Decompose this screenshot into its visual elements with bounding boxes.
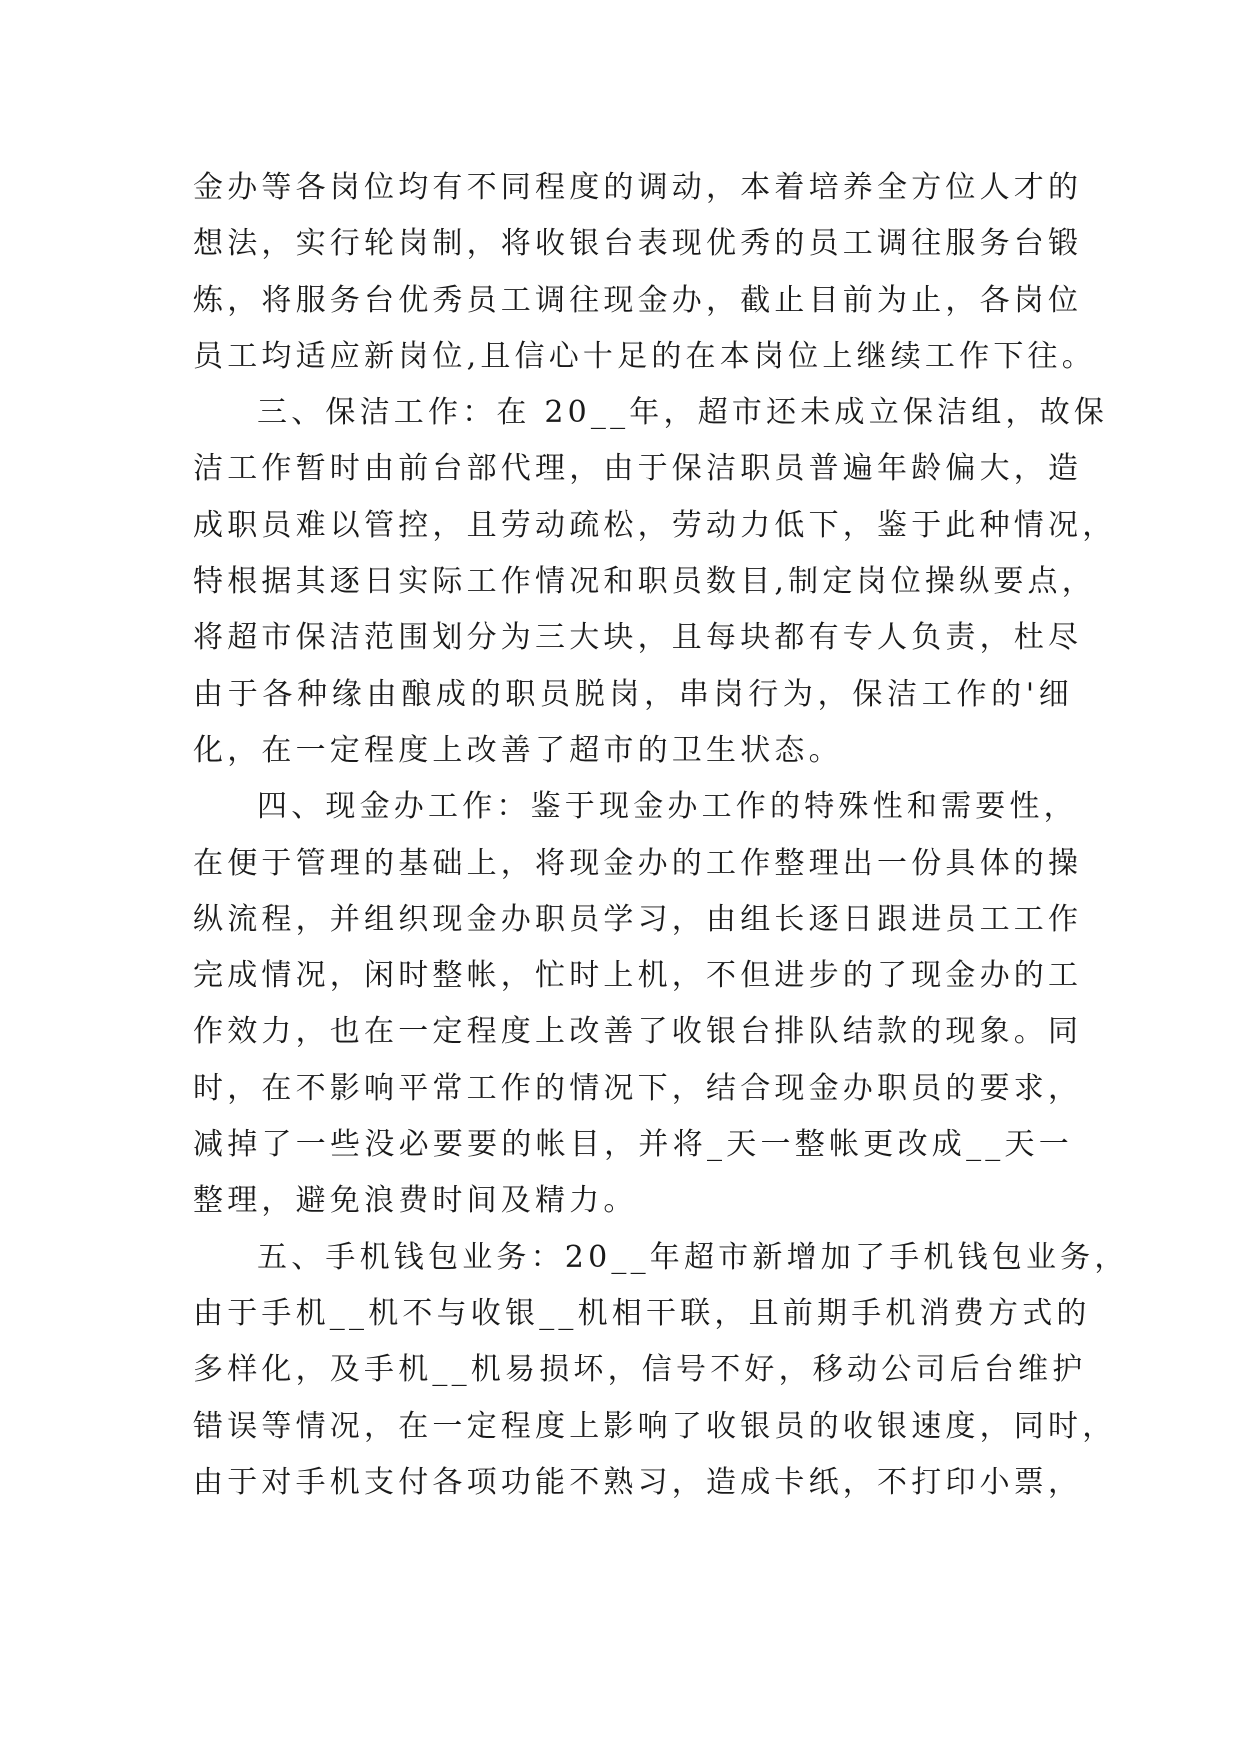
paragraph-continued <box>193 160 1096 385</box>
text-line: 减掉了一些没必要要的帐目，并将_天一整帐更改成__天一 <box>193 1127 1073 1163</box>
text-line: 由于手机__机不与收银__机相干联，且前期手机消费方式的 <box>193 1295 1091 1331</box>
text-line: 完成情况，闲时整帐，忙时上机，不但进步的了现金办的工 <box>193 958 1083 994</box>
text-line: 化，在一定程度上改善了超市的卫生状态。 <box>193 732 843 768</box>
text-line: 成职员难以管控，且劳动疏松，劳动力低下，鉴于此种情况， <box>193 507 1117 543</box>
text-line: 三、保洁工作：在 20__年，超市还未成立保洁组，故保 <box>257 395 1109 431</box>
text-line: 想法，实行轮岗制，将收银台表现优秀的员工调往服务台锻 <box>193 226 1083 262</box>
text-line: 将超市保洁范围划分为三大块，且每块都有专人负责，杜尽 <box>193 620 1083 656</box>
paragraph-mobile-wallet <box>193 1230 1129 1511</box>
text-line: 在便于管理的基础上，将现金办的工作整理出一份具体的操 <box>193 845 1083 881</box>
text-line: 金办等各岗位均有不同程度的调动，本着培养全方位人才的 <box>193 170 1083 205</box>
text-line: 由于对手机支付各项功能不熟习，造成卡纸，不打印小票， <box>193 1464 1083 1500</box>
text-line: 洁工作暂时由前台部代理，由于保洁职员普遍年龄偏大，造 <box>193 451 1083 487</box>
text-line: 由于各种缘由酿成的职员脱岗，串岗行为，保洁工作的'细 <box>193 676 1073 712</box>
paragraph-cash-office <box>193 779 1083 1229</box>
text-line: 五、手机钱包业务：20__年超市新增加了手机钱包业务， <box>257 1239 1129 1275</box>
body-text <box>193 160 1129 1511</box>
text-line: 作效力，也在一定程度上改善了收银台排队结款的现象。同 <box>193 1014 1083 1050</box>
paragraph-cleaning <box>193 385 1117 779</box>
text-line: 时，在不影响平常工作的情况下，结合现金办职员的要求， <box>193 1070 1083 1106</box>
text-line: 四、现金办工作：鉴于现金办工作的特殊性和需要性， <box>257 789 1078 825</box>
text-line: 整理，避免浪费时间及精力。 <box>193 1183 638 1219</box>
text-line: 员工均适应新岗位,且信心十足的在本岗位上继续工作下往。 <box>193 338 1096 374</box>
text-line: 纵流程，并组织现金办职员学习，由组长逐日跟进员工工作 <box>193 901 1083 937</box>
text-line: 多样化，及手机__机易损坏，信号不好，移动公司后台维护 <box>193 1352 1087 1388</box>
text-line: 炼，将服务台优秀员工调往现金办，截止目前为止，各岗位 <box>193 282 1083 318</box>
text-line: 错误等情况，在一定程度上影响了收银员的收银速度，同时， <box>193 1408 1117 1444</box>
text-line: 特根据其逐日实际工作情况和职员数目,制定岗位操纵要点， <box>193 564 1096 600</box>
